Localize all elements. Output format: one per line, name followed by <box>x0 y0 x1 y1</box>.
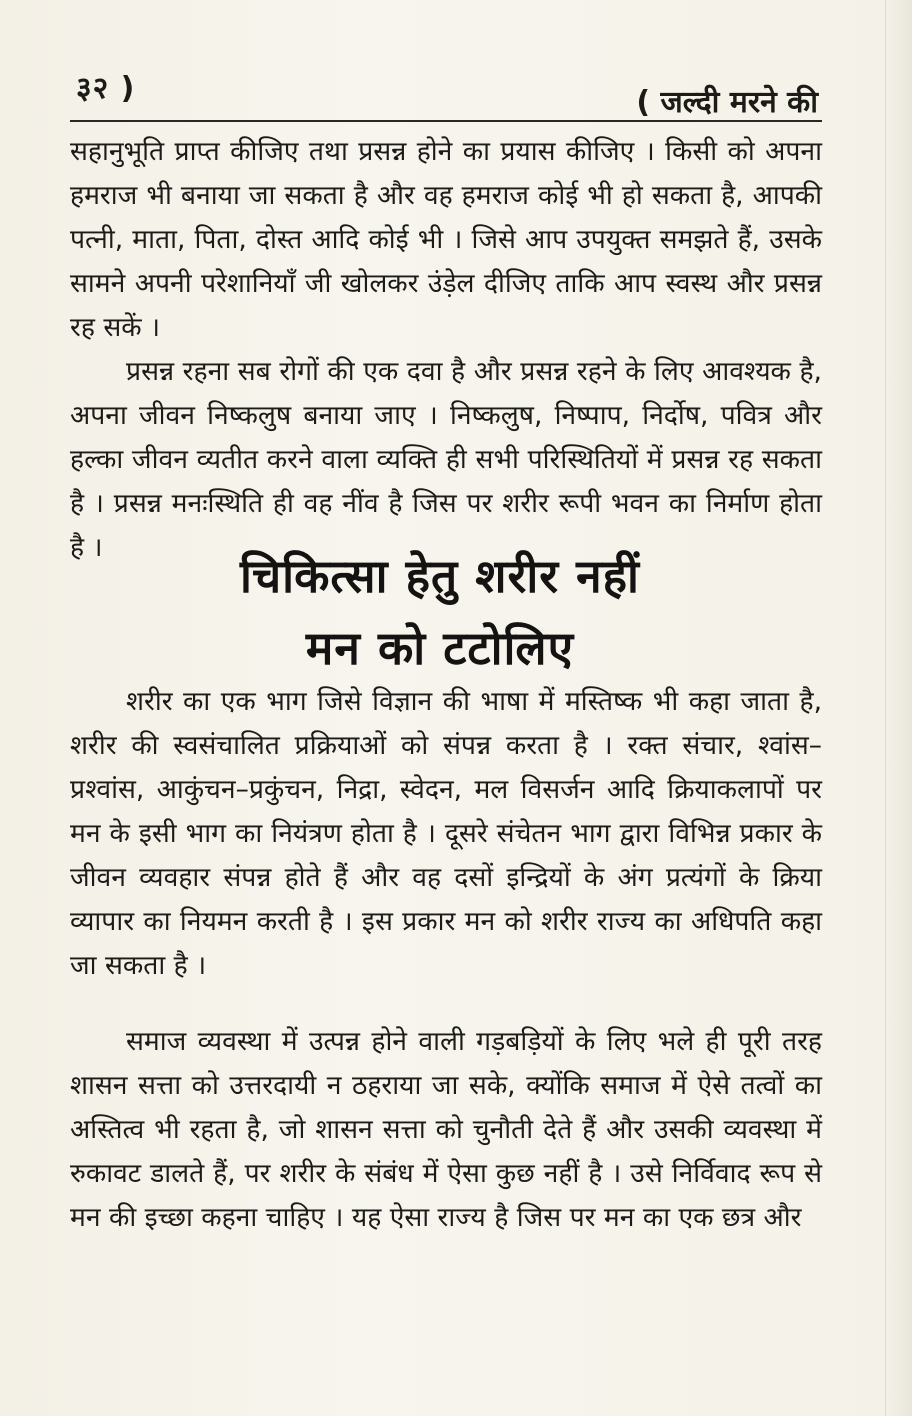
paragraph-2 <box>70 350 822 570</box>
paragraph-text: शरीर का एक भाग जिसे विज्ञान की भाषा में मस्तिष्क भी कहा जाता है, शरीर की स्वसंचालित प्रक्रियाओं को संपन्न करता है । रक्त संचार, श्वांस–प्रश्वांस, आकुंचन–प्रकुंचन, निद्रा, स्वेदन, मल विसर्जन आदि क्रियाकलापों पर मन के इसी भाग का नियंत्रण होता है । दूसरे संचेतन भाग द्वारा विभिन्न प्रकार के जीवन व्यवहार संपन्न होते हैं और वह दसों इन्द्रियों के अंग प्रत्यंगों के क्रिया व्यापार का नियमन करती है । इस प्रकार मन को शरीर राज्य का अधिपति कहा जा सकता है । <box>70 686 822 981</box>
page-number: ३२ ) <box>76 71 136 106</box>
paragraph-text: प्रसन्न रहना सब रोगों की एक दवा है और प्रसन्न रहने के लिए आवश्यक है, अपना जीवन निष्कलुष बनाया जाए । निष्कलुष, निष्पाप, निर्दोष, पवित्र और हल्का जीवन व्यतीत करने वाला व्यक्ति ही सभी परिस्थितियों में प्रसन्न रह सकता है । प्रसन्न मनःस्थिति ही वह नींव है जिस पर शरीर रूपी भवन का निर्माण होता है । <box>70 356 822 563</box>
paragraph-3 <box>70 680 822 988</box>
section-heading-line-1: चिकित्सा हेतु शरीर नहीं <box>240 549 640 603</box>
page-header <box>70 62 822 124</box>
paragraph-text: समाज व्यवस्था में उत्पन्न होने वाली गड़बड़ियों के लिए भले ही पूरी तरह शासन सत्ता को उत्तरदायी न ठहराया जा सके, क्योंकि समाज में ऐसे तत्वों का अस्तित्व भी रहता है, जो शासन सत्ता को चुनौती देते हैं और उसकी व्यवस्था में रुकावट डालते हैं, पर शरीर के संबंध में ऐसा कुछ नहीं है । उसे निर्विवाद रूप से मन की इच्छा कहना चाहिए । यह ऐसा राज्य है जिस पर मन का एक छत्र और <box>70 1026 822 1233</box>
running-head: ( जल्दी मरने की <box>636 85 818 120</box>
header-rule <box>70 120 822 122</box>
paragraph-1 <box>70 130 822 350</box>
paragraph-4 <box>70 1020 822 1240</box>
page-edge <box>885 0 912 1416</box>
paragraph-text: सहानुभूति प्राप्त कीजिए तथा प्रसन्न होने का प्रयास कीजिए । किसी को अपना हमराज भी बनाया जा सकता है और वह हमराज कोई भी हो सकता है, आपकी पत्नी, माता, पिता, दोस्त आदि कोई भी । जिसे आप उपयुक्त समझते हैं, उसके सामने अपनी परेशानियाँ जी खोलकर उंड़ेल दीजिए ताकि आप स्वस्थ और प्रसन्न रह सकें । <box>70 136 822 343</box>
section-heading-line-2: मन को टटोलिए <box>305 621 575 675</box>
